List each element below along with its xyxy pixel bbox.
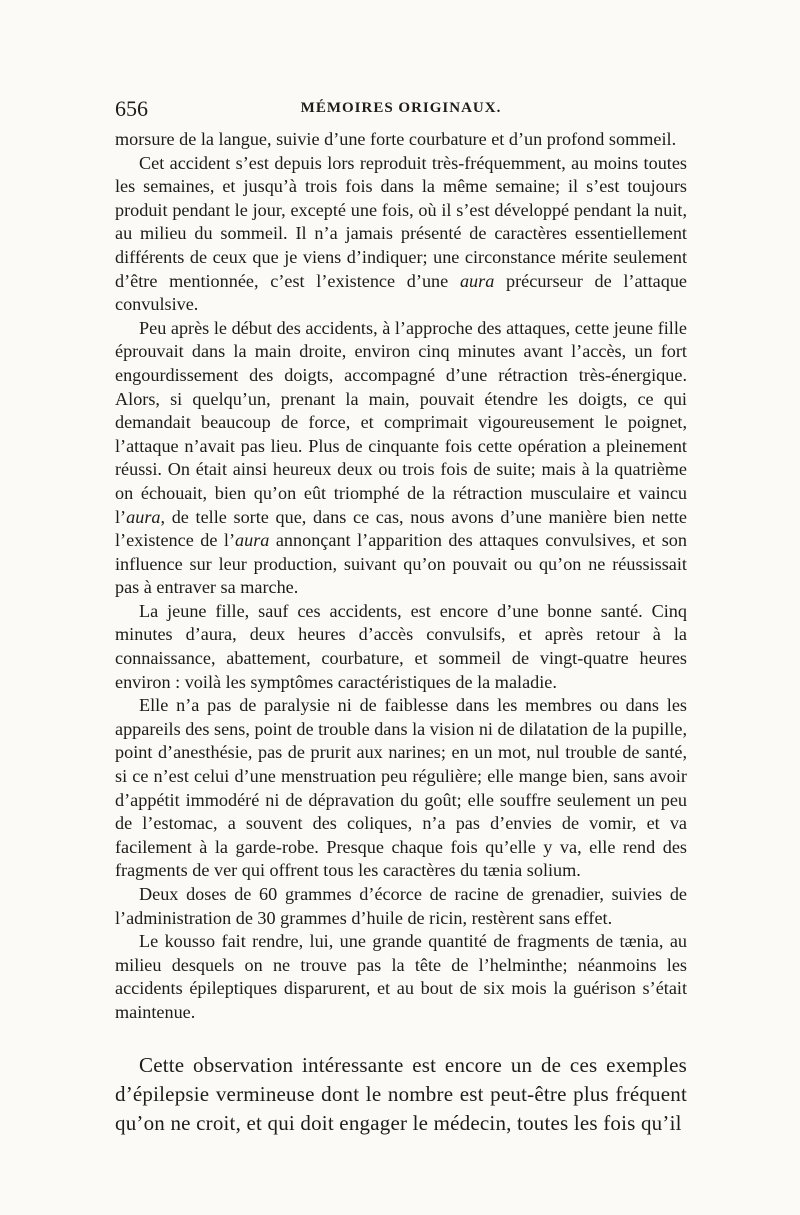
paragraph-3-text-a: Peu après le début des accidents, à l’approche des attaques, cette jeune fille éprouvait dans la main droite, environ cinq minutes avant l’accès, un fort engourdissement des doigts, accompagné d’une rétraction très-énergique. Alors, si quelqu’un, prenant la main, pouvait étendre les doigts, ce qui demandait beaucoup de force, et comprimait vigoureusement le poignet, l’attaque n’avait pas lieu. Plus de cinquante fois cette opération a pleinement réussi. On était ainsi heureux deux ou trois fois de suite; mais à la quatrième on échouait, bien qu’on eût triomphé de la rétraction musculaire et vaincu l’ — [115, 317, 687, 527]
paragraph-3-text-b: , de telle sorte que, dans ce cas, nous avons d’une manière bien nette l’existence de l’ — [115, 506, 687, 551]
aura-term: aura — [235, 530, 270, 551]
aura-term: aura — [126, 506, 161, 527]
paragraph-4: La jeune fille, sauf ces accidents, est encore d’une bonne santé. Cinq minutes d’aura, deux heures d’accès convulsifs, et après retour à la connaissance, abattement, courbature, et sommeil de vingt-quatre heures environ : voilà les symptômes caractéristiques de la maladie. — [115, 600, 687, 692]
running-title: MÉMOIRES ORIGINAUX. — [300, 100, 502, 116]
body-text — [115, 128, 687, 1138]
paragraph-1: morsure de la langue, suivie d’une forte courbature et d’un profond sommeil. — [115, 129, 677, 149]
paragraph-2-text-a: Cet accident s’est depuis lors reproduit très-fréquemment, au moins toutes les semaines, et jusqu’à trois fois dans la même semaine; il s’est toujours produit pendant le jour, excepté une fois, où il s’est développé pendant la nuit, au milieu du sommeil. Il n’a jamais présenté de caractères essentiellement différents de ceux que je viens d’indiquer; une circonstance mérite seulement d’être mentionnée, c’est l’existence d’une — [115, 152, 687, 291]
paragraph-6: Deux doses de 60 grammes d’écorce de racine de grenadier, suivies de l’administration de 30 grammes d’huile de ricin, restèrent sans effet. — [115, 884, 687, 928]
paragraph-7: Le kousso fait rendre, lui, une grande quantité de fragments de tænia, au milieu desquels on ne trouve pas la tête de l’helminthe; néanmoins les accidents épileptiques disparurent, et au bout de six mois la guérison s’était maintenue. — [115, 931, 687, 1022]
paragraph-3-text-c: annonçant l’apparition des attaques convulsives, et son influence sur leur production, suivant qu’on pouvait ou qu’on ne réussissait pas à entraver sa marche. — [115, 530, 687, 598]
page-number: 656 — [115, 96, 148, 121]
paragraph-2-text-b: précurseur de l’attaque convulsive. — [115, 270, 687, 315]
paragraph-2 — [115, 152, 687, 317]
commentary-paragraph: Cette observation intéressante est encore un de ces exemples d’épilepsie vermineuse dont le nombre est peut-être plus fréquent qu’on ne croit, et qui doit engager le médecin, toutes les fois qu’il — [115, 1052, 687, 1135]
paragraph-3 — [115, 317, 687, 600]
page-header — [115, 96, 687, 126]
aura-term: aura — [459, 270, 495, 291]
paragraph-5: Elle n’a pas de paralysie ni de faiblesse dans les membres ou dans les appareils des sens, point de trouble dans la vision ni de dilatation de la pupille, point d’anesthésie, pas de prurit aux narines; en un mot, nul trouble de santé, si ce n’est celui d’une menstruation peu régulière; elle mange bien, sans avoir d’appétit immodéré ni de dépravation du goût; elle souffre seulement un peu de l’estomac, a souvent des coliques, n’a pas d’envies de vomir, et va facilement à la garde-robe. Presque chaque fois qu’elle y va, elle rend des fragments de ver qui offrent tous les caractères du tænia solium. — [115, 695, 687, 881]
